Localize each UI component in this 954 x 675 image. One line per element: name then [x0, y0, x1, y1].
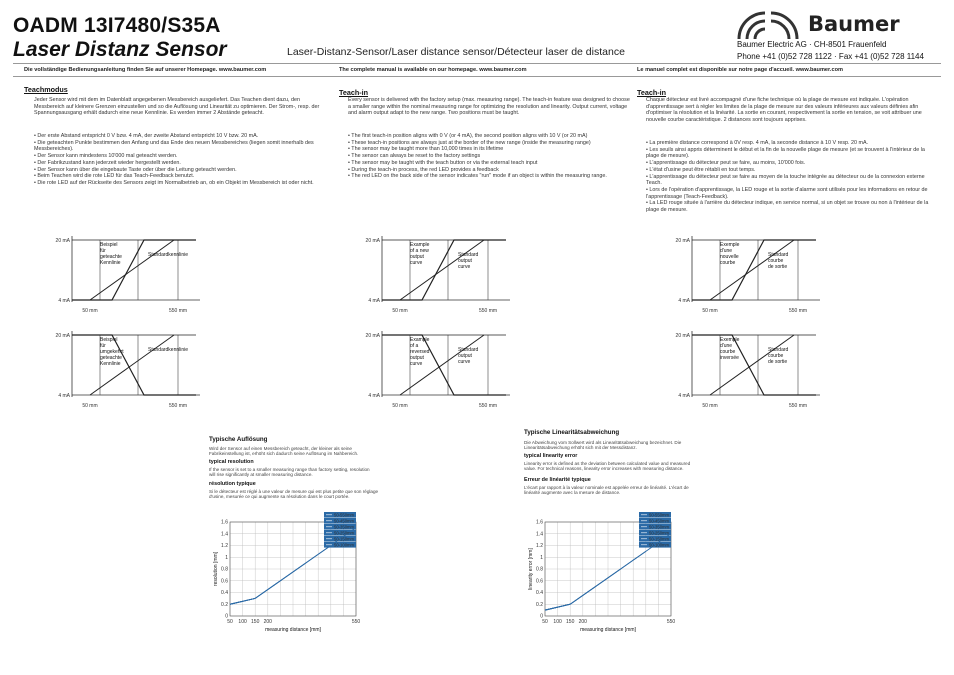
linearity-heading-en: typical linearity error: [524, 453, 578, 459]
linearity-chart: [527, 508, 685, 633]
x-tick-label: 550: [666, 619, 676, 625]
legend-entry: 50-350mm: [649, 524, 670, 530]
diagram-label-standard: Standard: [458, 347, 479, 353]
list-item: • The first teach-in position aligns with 0 V (or 4 mA), the second position aligns with 10 V (or 20 mA): [348, 133, 630, 140]
y-label-bottom: 4 mA: [58, 298, 70, 304]
x-axis-label: measuring distance [mm]: [265, 627, 321, 633]
diagram-label-example: für: [100, 248, 106, 254]
list-item: • The sensor may be taught more than 10,000 times in its lifetime: [348, 146, 630, 153]
list-item: • Der Fabrikzustand kann jederzeit wieder hergestellt werden.: [34, 160, 326, 167]
x-axis-label: measuring distance [mm]: [580, 627, 636, 633]
legend-entry: 50-100mm: [649, 542, 670, 548]
list-item: • Der Sensor kann mindestens 10'000 mal geteacht werden.: [34, 153, 326, 160]
list-item: • During the teach-in process, the red LED provides a feedback: [348, 167, 630, 174]
legend-entry: 50-250mm: [649, 530, 670, 536]
x-label-left: 50 mm: [702, 308, 718, 314]
x-label-right: 550 mm: [788, 403, 808, 409]
list-item: • Der erste Abstand entspricht 0 V bzw. 4 mA, der zweite Abstand entspricht 10 V bzw. 20 mA.: [34, 133, 326, 140]
y-tick-label: 0.8: [221, 566, 228, 573]
inverted-curve: [692, 335, 816, 395]
list-item: • La première distance correspond à 0V resp. 4 mA, la seconde distance à 10 V resp. 20 mA.: [646, 140, 938, 147]
list-item: • Die rote LED auf der Rückseite des Sensors zeigt im Normalbetrieb an, ob ein Objekt im Messbereich ist oder nicht.: [34, 180, 326, 187]
y-axis-label: linearity error [mm]: [528, 548, 534, 590]
y-tick-label: 0.2: [536, 601, 543, 608]
diagram-label-example: geteachte: [100, 355, 122, 361]
diagram-label-standard: output: [458, 353, 472, 359]
list-item: • Der Sensor kann über die eingebaute Taste oder über die Leitung geteacht werden.: [34, 167, 326, 174]
section-heading-fr: Teach-in: [637, 88, 667, 97]
x-label-left: 50 mm: [392, 403, 408, 409]
y-axis-label: resolution [mm]: [213, 551, 219, 587]
list-item: • The red LED on the back side of the sensor indicates "run" mode if an object is within the measuring range.: [348, 173, 630, 180]
list-item: • Beim Teachen wird die rote LED für das Teach-Feedback benutzt.: [34, 173, 326, 180]
resolution-text-en: If the sensor is set to a smaller measuring range than factory setting, resolution will rise significantly at smaller measuring distance.: [209, 467, 370, 478]
teach-diagram-fr-inverted: [660, 327, 830, 417]
section-heading-en: Teach-in: [339, 88, 369, 97]
resolution-heading-fr: résolution typique: [209, 481, 256, 487]
y-tick-label: 1.6: [221, 519, 228, 526]
x-tick-label: 100: [238, 619, 247, 625]
section-intro-en: Every sensor is delivered with the factory setup (max. measuring range). The teach-in feature was designed to choose a smaller range within the nominal measuring range for optimizing the resolution and linearity. Output current, voltage and alarm output adapt to the new range. Two positions must be taught.: [348, 97, 630, 117]
y-tick-label: 0.8: [536, 566, 543, 573]
diagram-label-example: geteachte: [100, 254, 122, 260]
list-item: • Les seuils ainsi appris déterminent le début et la fin de la nouvelle plage de mesure (et se trouvent à l'intérieur de la plage de mesure).: [646, 147, 938, 160]
y-tick-label: 1: [225, 554, 228, 561]
x-tick-label: 100: [553, 619, 562, 625]
manual-rule: [13, 76, 941, 77]
diagram-label-example: of a new: [410, 248, 429, 254]
x-tick-label: 50: [227, 619, 233, 625]
y-label-bottom: 4 mA: [58, 393, 70, 399]
diagram-label-standard: Standard: [768, 252, 789, 258]
legend-entry: 50-150mm: [334, 536, 355, 542]
diagram-label-example: Example: [410, 242, 430, 248]
resolution-text-de: Wird der Sensor auf einen Messbereich geteacht, der kleiner als seine Fabrikeinstellung ist, erhöht sich dadurch seine Auflösung im Nahbereich.: [209, 446, 359, 457]
y-tick-label: 0.6: [221, 578, 228, 585]
diagram-label-example: für: [100, 343, 106, 349]
diagram-label-standard: Standard: [458, 252, 479, 258]
diagram-label-standard: curve: [458, 264, 471, 270]
y-label-top: 20 mA: [675, 333, 690, 339]
series-line: [230, 601, 243, 604]
diagram-label-example: umgekehrt: [100, 349, 124, 355]
taught-curve: [382, 240, 506, 300]
inverted-curve: [382, 335, 506, 395]
section-heading-de: Teachmodus: [24, 85, 68, 94]
diagram-label-standard: Standard: [768, 347, 789, 353]
taught-curve: [72, 240, 196, 300]
y-label-bottom: 4 mA: [678, 298, 690, 304]
brand-logo: Baumer: [808, 12, 900, 36]
list-item: • L'état d'usine peut être rétabli en tout temps.: [646, 167, 938, 174]
diagram-label-example: curve: [410, 260, 423, 266]
manual-note-fr: Le manuel complet est disponible sur notre page d'accueil. www.baumer.com: [637, 67, 843, 73]
diagram-label-example: of a: [410, 343, 419, 349]
manual-note-de: Die vollständige Bedienungsanleitung finden Sie auf unserer Homepage. www.baumer.com: [24, 67, 267, 73]
diagram-label-example: Exemple: [720, 337, 740, 343]
teach-diagram-de-normal: [40, 232, 210, 322]
legend-entry: 50-450mm: [649, 518, 670, 524]
y-tick-label: 0.4: [536, 590, 543, 596]
teach-diagram-en-inverted: [350, 327, 520, 417]
company-address: Baumer Electric AG · CH-8501 Frauenfeld: [737, 40, 887, 49]
linearity-text-fr: L'écart par rapport à la valeur nominale est appelée erreur de linéarité. L'écart de linéarité augmente avec la mesure de distance.: [524, 485, 689, 496]
linearity-text-de: Die Abweichung vom Sollwert wird als Linearitätsabweichung bezeichnet. Die Linearitätsabweichung erhöht sich mit der Messdistanz.: [524, 440, 682, 451]
teach-diagram-fr-normal: [660, 232, 830, 322]
diagram-label-example: reversed: [410, 349, 430, 355]
diagram-label-standard: curve: [458, 359, 471, 365]
series-line: [545, 607, 558, 610]
linearity-heading-fr: Erreur de linéarité typique: [524, 477, 591, 483]
diagram-label-example: Example: [410, 337, 430, 343]
page-title: OADM 13I7480/S35A: [13, 14, 221, 37]
x-tick-label: 50: [542, 619, 548, 625]
resolution-heading-de: Typische Auflösung: [209, 436, 268, 443]
y-tick-label: 1.2: [536, 543, 543, 549]
diagram-label-example: d'une: [720, 343, 733, 349]
x-tick-label: 200: [263, 619, 272, 625]
diagram-label-standard: de sortie: [768, 264, 788, 270]
diagram-label-standard: courbe: [768, 258, 784, 264]
diagram-label-example: Kennlinie: [100, 260, 121, 266]
y-tick-label: 0: [540, 613, 543, 620]
y-label-top: 20 mA: [675, 238, 690, 244]
y-label-bottom: 4 mA: [368, 298, 380, 304]
section-intro-fr: Chaque détecteur est livré accompagné d'une fiche technique où la plage de mesure est indiquée. L'opération d'apprentissage sert à régler les limites de la plage de mesure sur des valeurs inférieures aux valeurs définies afin d'optimiser la résolution et la linéarité. La sortie en courant, respectivement la sortie en tension, se voit attribuer une nouvelle courbe caractéristique. 2 distances sont toujours apprises.: [646, 97, 922, 124]
diagram-label-example: Beispiel: [100, 242, 118, 248]
resolution-text-fr: Si le détecteur est réglé à une valeur de mesure qui est plus petite que son réglage d'usine, mesurée ce qui augmente sa résolution dans le court portée.: [209, 489, 379, 500]
bullet-list-en: [348, 133, 630, 180]
diagram-label-example: courbe: [720, 349, 736, 355]
legend-entry: 50-250mm: [334, 530, 355, 536]
linearity-text-en: Linearity error is defined as the deviation between calculated value and measured value. For technical reasons, linearity error increases with measuring distance.: [524, 461, 691, 472]
x-tick-label: 200: [578, 619, 587, 625]
diagram-label-standard: Standardkennlinie: [148, 252, 189, 258]
x-label-right: 550 mm: [478, 403, 498, 409]
y-tick-label: 1.4: [221, 531, 228, 538]
y-label-bottom: 4 mA: [368, 393, 380, 399]
y-tick-label: 0.4: [221, 590, 228, 596]
diagram-label-example: output: [410, 355, 424, 361]
taught-curve: [692, 240, 816, 300]
x-label-left: 50 mm: [82, 308, 98, 314]
company-phone: Phone +41 (0)52 728 1122 · Fax +41 (0)52 728 1144: [737, 52, 924, 61]
legend-entry: 50-450mm: [334, 518, 355, 524]
list-item: • Die geteachten Punkte bestimmen den Anfang und das Ende des neuen Messbereiches (liegen somit innerhalb des Messbereiches).: [34, 140, 326, 153]
diagram-label-example: inversée: [720, 355, 739, 361]
x-tick-label: 150: [566, 619, 575, 625]
x-label-left: 50 mm: [82, 403, 98, 409]
x-label-left: 50 mm: [702, 403, 718, 409]
list-item: • L'apprentissage du détecteur peut se faire au moyen de la touche intégrée au détecteur ou de la connexion externe Teach.: [646, 174, 938, 187]
baumer-logo-icon: [737, 11, 805, 41]
legend-entry: 50-150mm: [649, 536, 670, 542]
legend-entry: 50-100mm: [334, 542, 355, 548]
y-tick-label: 1.2: [221, 543, 228, 549]
linearity-heading-de: Typische Linearitätsabweichung: [524, 429, 620, 436]
diagram-label-example: d'une: [720, 248, 733, 254]
diagram-label-standard: output: [458, 258, 472, 264]
list-item: • Lors de l'opération d'apprentissage, la LED rouge et la sortie d'alarme sont utilisés pour les informations en retour de l'apprentissage (Teach-Feedback).: [646, 187, 938, 200]
x-label-right: 550 mm: [788, 308, 808, 314]
y-tick-label: 0.2: [221, 601, 228, 608]
diagram-label-standard: de sortie: [768, 359, 788, 365]
product-description: Laser-Distanz-Sensor/Laser distance sensor/Détecteur laser de distance: [287, 46, 625, 58]
legend-entry: 50-550mm: [649, 512, 670, 518]
x-label-right: 550 mm: [168, 308, 188, 314]
y-tick-label: 0.6: [536, 578, 543, 585]
diagram-label-example: Exemple: [720, 242, 740, 248]
y-label-top: 20 mA: [55, 238, 70, 244]
manual-note-en: The complete manual is available on our homepage. www.baumer.com: [339, 67, 527, 73]
y-label-top: 20 mA: [365, 238, 380, 244]
diagram-label-example: Kennlinie: [100, 361, 121, 367]
diagram-label-example: output: [410, 254, 424, 260]
y-label-bottom: 4 mA: [678, 393, 690, 399]
list-item: • The sensor may be taught with the teach button or via the external teach input: [348, 160, 630, 167]
y-tick-label: 1: [540, 554, 543, 561]
list-item: • L'apprentissage du détecteur peut se faire, au moins, 10'000 fois.: [646, 160, 938, 167]
y-tick-label: 0: [225, 613, 228, 620]
resolution-chart: [212, 508, 370, 633]
legend-entry: 50-550mm: [334, 512, 355, 518]
y-tick-label: 1.4: [536, 531, 543, 538]
diagram-label-example: nouvelle: [720, 254, 739, 260]
resolution-heading-en: typical resolution: [209, 459, 254, 465]
y-tick-label: 1.6: [536, 519, 543, 526]
diagram-label-standard: courbe: [768, 353, 784, 359]
list-item: • La LED rouge située à l'arrière du détecteur indique, en service normal, si un objet se trouve ou non à l'intérieur de la plage de mesure.: [646, 200, 938, 213]
inverted-curve: [72, 335, 196, 395]
section-intro-de: Jeder Sensor wird mit dem im Datenblatt angegebenen Messbereich ausgeliefert. Das Teachen dient dazu, den Messbereich auf kleinere Grenzen einzustellen und so die Auflösung und Linearität zu optimieren. Der Strom-, resp. der Spannungsausgang erhält dadurch eine neue Kennlinie. Es werden immer 2 Abstände geteacht.: [34, 97, 320, 117]
y-label-top: 20 mA: [365, 333, 380, 339]
x-tick-label: 550: [351, 619, 361, 625]
x-label-right: 550 mm: [478, 308, 498, 314]
teach-diagram-en-normal: [350, 232, 520, 322]
y-label-top: 20 mA: [55, 333, 70, 339]
x-tick-label: 150: [251, 619, 260, 625]
diagram-label-standard: Standardkennlinie: [148, 347, 189, 353]
legend-entry: 50-350mm: [334, 524, 355, 530]
diagram-label-example: curve: [410, 361, 423, 367]
x-label-right: 550 mm: [168, 403, 188, 409]
diagram-label-example: courbe: [720, 260, 736, 266]
bullet-list-de: [34, 133, 326, 187]
diagram-label-example: Beispiel: [100, 337, 118, 343]
bullet-list-fr: [646, 140, 938, 214]
page-subtitle-product: Laser Distanz Sensor: [13, 38, 227, 61]
teach-diagram-de-inverted: [40, 327, 210, 417]
list-item: • These teach-in positions are always just at the border of the new range (inside the measuring range): [348, 140, 630, 147]
header-rule: [13, 63, 941, 64]
list-item: • The sensor can always be reset to the factory settings: [348, 153, 630, 160]
x-label-left: 50 mm: [392, 308, 408, 314]
